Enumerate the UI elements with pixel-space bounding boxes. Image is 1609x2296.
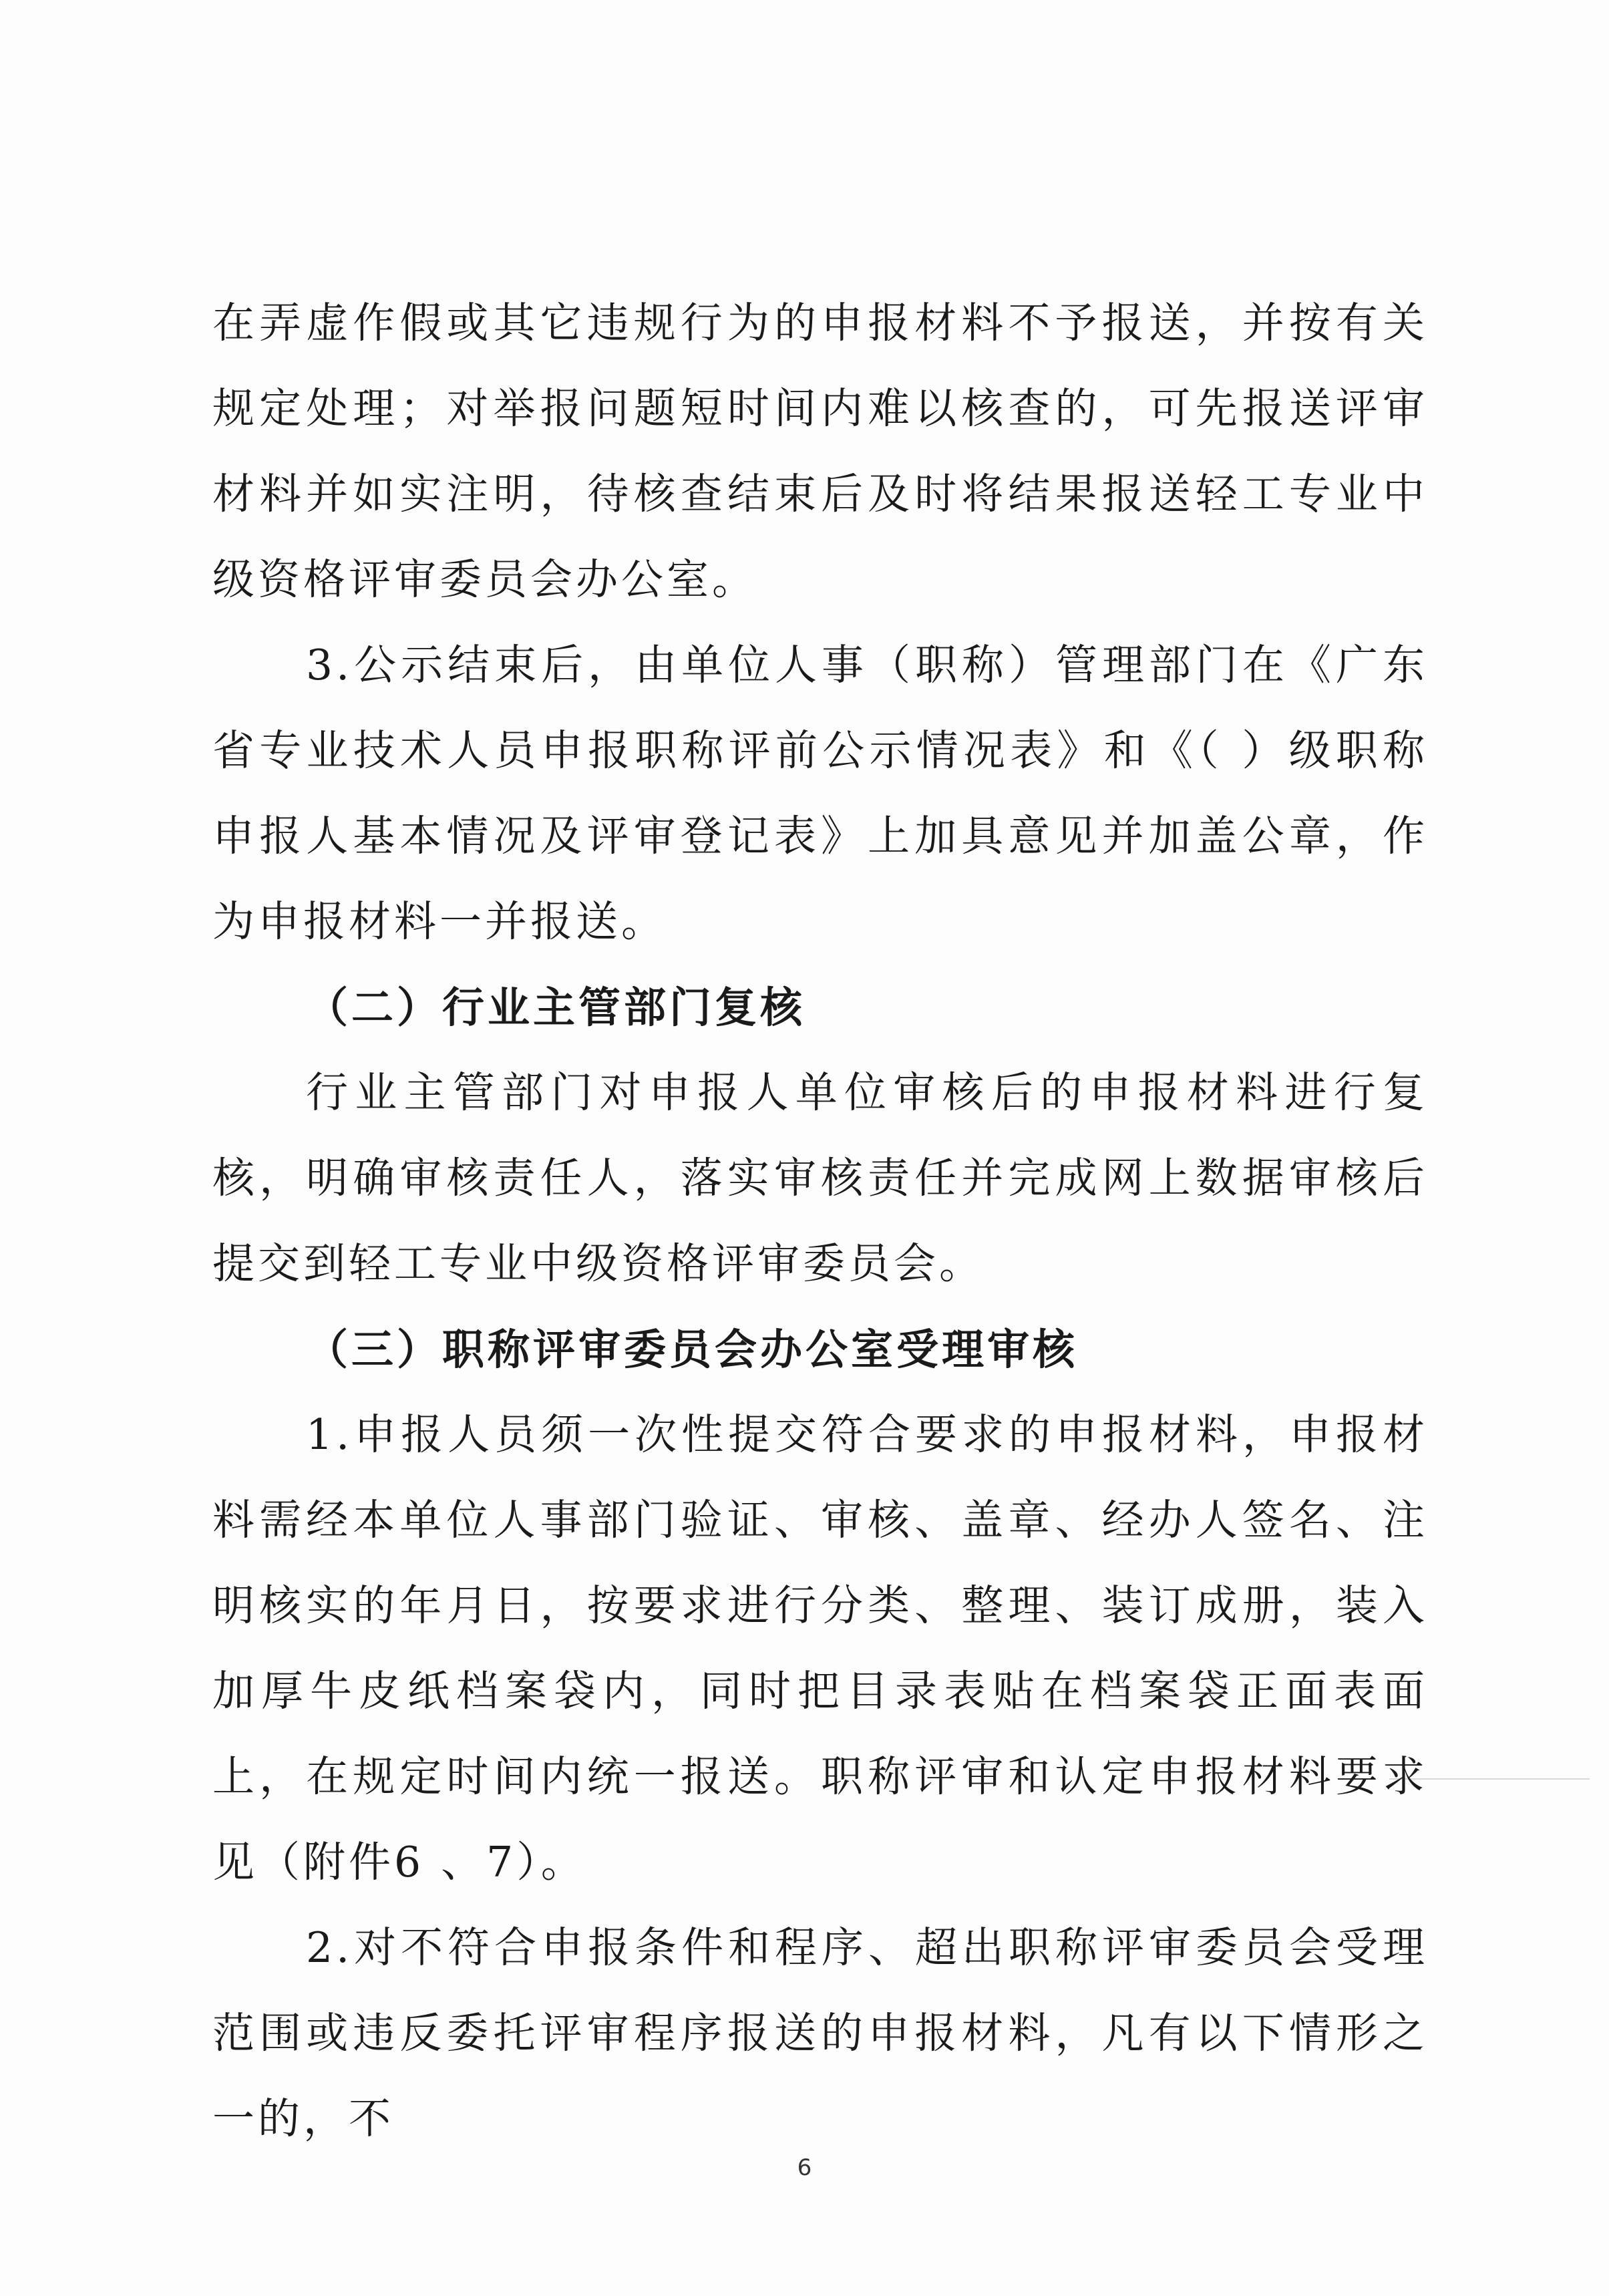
body-paragraph: 行业主管部门对申报人单位审核后的申报材料进行复核，明确审核责任人，落实审核责任并完成网上数据审核后提交到轻工专业中级资格评审委员会。 — [212, 1068, 1428, 1288]
body-paragraph: 在弄虚作假或其它违规行为的申报材料不予报送，并按有关规定处理；对举报问题短时间内难以核查的，可先报送评审材料并如实注明，待核查结束后及时将结果报送轻工专业中级资格评审委员会办公室。 — [212, 299, 1428, 604]
section-heading: （二）行业主管部门复核 — [306, 983, 806, 1032]
page-number: 6 — [797, 2154, 812, 2181]
body-paragraph: 3.公示结束后，由单位人事（职称）管理部门在《广东省专业技术人员申报职称评前公示情况表》和《（ ）级职称申报人基本情况及评审登记表》上加具意见并加盖公章，作为申报材料一并报送。 — [212, 641, 1428, 946]
body-paragraph: 2.对不符合申报条件和程序、超出职称评审委员会受理范围或违反委托评审程序报送的申报材料，凡有以下情形之一的，不 — [212, 1923, 1428, 2143]
body-paragraph: 1.申报人员须一次性提交符合要求的申报材料，申报材料需经本单位人事部门验证、审核、盖章、经办人签名、注明核实的年月日，按要求进行分类、整理、装订成册，装入加厚牛皮纸档案袋内，同时把目录表贴在档案袋正面表面上，在规定时间内统一报送。职称评审和认定申报材料要求见（附件6 、7）。 — [212, 1410, 1428, 1887]
document-body — [212, 281, 1428, 2162]
section-heading: （三）职称评审委员会办公室受理审核 — [306, 1325, 1078, 1374]
